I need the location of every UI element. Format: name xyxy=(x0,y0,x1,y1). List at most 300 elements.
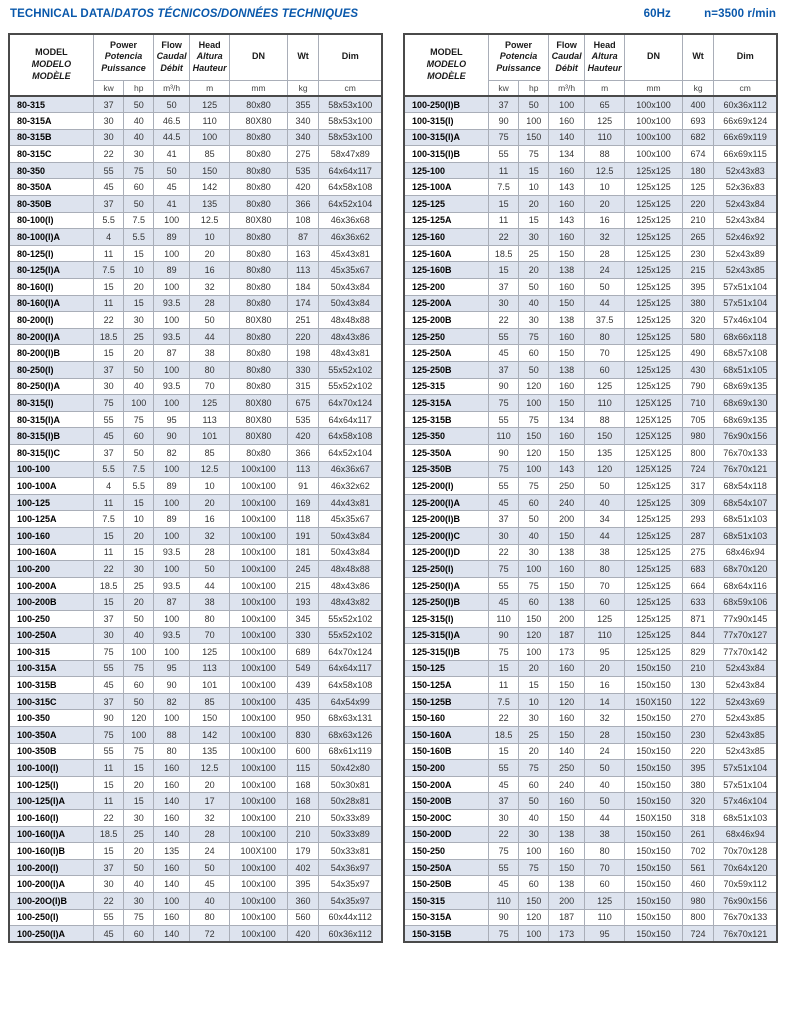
value-cell: 93.5 xyxy=(154,378,190,395)
table-row xyxy=(404,113,777,130)
value-cell: 150 xyxy=(519,610,549,627)
value-cell: 220 xyxy=(682,196,714,213)
table-row xyxy=(9,146,382,163)
value-cell: 143 xyxy=(549,212,585,229)
value-cell: 93.5 xyxy=(154,328,190,345)
value-cell: 125x125 xyxy=(625,478,682,495)
col-header-head: Head Altura Hauteur xyxy=(585,34,625,80)
table-row xyxy=(404,444,777,461)
value-cell: 135 xyxy=(190,743,230,760)
table-row xyxy=(9,544,382,561)
value-cell: 20 xyxy=(519,660,549,677)
unit-dn: mm xyxy=(230,80,287,96)
value-cell: 829 xyxy=(682,644,714,661)
value-cell: 16 xyxy=(585,677,625,694)
value-cell: 76x70x121 xyxy=(714,926,777,943)
value-cell: 60 xyxy=(124,677,154,694)
value-cell: 40 xyxy=(585,494,625,511)
value-cell: 100x100 xyxy=(230,710,287,727)
value-cell: 150 xyxy=(549,859,585,876)
model-cell: 100-315(I)A xyxy=(404,129,488,146)
table-row xyxy=(9,743,382,760)
value-cell: 64x58x108 xyxy=(319,428,382,445)
value-cell: 54x35x97 xyxy=(319,893,382,910)
value-cell: 45 xyxy=(190,876,230,893)
value-cell: 100 xyxy=(519,113,549,130)
value-cell: 150 xyxy=(549,245,585,262)
value-cell: 430 xyxy=(682,362,714,379)
model-cell: 125-350A xyxy=(404,444,488,461)
value-cell: 57x46x104 xyxy=(714,312,777,329)
value-cell: 100 xyxy=(124,727,154,744)
value-cell: 22 xyxy=(93,810,124,827)
value-cell: 20 xyxy=(519,743,549,760)
value-cell: 37 xyxy=(488,511,519,528)
value-cell: 24 xyxy=(585,743,625,760)
value-cell: 150x150 xyxy=(625,660,682,677)
table-row xyxy=(9,295,382,312)
left-data-table xyxy=(8,33,383,943)
value-cell: 68x70x120 xyxy=(714,561,777,578)
model-cell: 150-200C xyxy=(404,810,488,827)
value-cell: 75 xyxy=(519,478,549,495)
value-cell: 220 xyxy=(287,328,319,345)
table-row xyxy=(9,793,382,810)
value-cell: 15 xyxy=(488,743,519,760)
model-cell: 150-160A xyxy=(404,727,488,744)
value-cell: 160 xyxy=(549,162,585,179)
value-cell: 75 xyxy=(488,926,519,943)
value-cell: 420 xyxy=(287,179,319,196)
value-cell: 110 xyxy=(585,129,625,146)
value-cell: 57x51x104 xyxy=(714,279,777,296)
value-cell: 100x100 xyxy=(230,760,287,777)
value-cell: 64x58x108 xyxy=(319,677,382,694)
value-cell: 68x63x126 xyxy=(319,727,382,744)
table-row xyxy=(404,411,777,428)
value-cell: 40 xyxy=(124,129,154,146)
value-cell: 20 xyxy=(585,196,625,213)
value-cell: 120 xyxy=(519,909,549,926)
model-cell: 125-125 xyxy=(404,196,488,213)
value-cell: 10 xyxy=(519,179,549,196)
value-cell: 75 xyxy=(519,411,549,428)
value-cell: 85 xyxy=(190,444,230,461)
value-cell: 682 xyxy=(682,129,714,146)
value-cell: 90 xyxy=(488,627,519,644)
value-cell: 100x100 xyxy=(625,129,682,146)
value-cell: 138 xyxy=(549,876,585,893)
value-cell: 38 xyxy=(585,826,625,843)
value-cell: 52x43x69 xyxy=(714,693,777,710)
value-cell: 44 xyxy=(190,328,230,345)
value-cell: 173 xyxy=(549,644,585,661)
value-cell: 160 xyxy=(549,196,585,213)
value-cell: 68x51x103 xyxy=(714,527,777,544)
table-row xyxy=(9,644,382,661)
value-cell: 80x80 xyxy=(230,444,287,461)
unit-dim: cm xyxy=(319,80,382,96)
value-cell: 125 xyxy=(585,893,625,910)
value-cell: 100 xyxy=(154,362,190,379)
model-cell: 80-350B xyxy=(9,196,93,213)
value-cell: 261 xyxy=(682,826,714,843)
value-cell: 150 xyxy=(190,710,230,727)
value-cell: 724 xyxy=(682,461,714,478)
value-cell: 7.5 xyxy=(488,693,519,710)
value-cell: 80X80 xyxy=(230,428,287,445)
value-cell: 91 xyxy=(287,478,319,495)
table-row xyxy=(404,710,777,727)
value-cell: 93.5 xyxy=(154,627,190,644)
value-cell: 100x100 xyxy=(230,660,287,677)
value-cell: 15 xyxy=(93,843,124,860)
table-row xyxy=(404,196,777,213)
model-cell: 100-200(I)A xyxy=(9,876,93,893)
value-cell: 50 xyxy=(585,760,625,777)
col-header-dim: Dim xyxy=(714,34,777,80)
value-cell: 130 xyxy=(682,677,714,694)
value-cell: 100x100 xyxy=(230,478,287,495)
value-cell: 120 xyxy=(585,461,625,478)
frequency-label: 60Hz xyxy=(643,8,671,20)
value-cell: 68x46x94 xyxy=(714,544,777,561)
value-cell: 40 xyxy=(124,876,154,893)
unit-flow: m³/h xyxy=(154,80,190,96)
value-cell: 230 xyxy=(682,727,714,744)
value-cell: 44 xyxy=(585,527,625,544)
value-cell: 50 xyxy=(154,96,190,113)
value-cell: 50x33x89 xyxy=(319,826,382,843)
table-row xyxy=(404,909,777,926)
value-cell: 48x43x86 xyxy=(319,328,382,345)
table-row xyxy=(9,561,382,578)
value-cell: 18.5 xyxy=(93,826,124,843)
value-cell: 88 xyxy=(585,146,625,163)
value-cell: 40 xyxy=(519,810,549,827)
model-cell: 150-250B xyxy=(404,876,488,893)
value-cell: 68x69x130 xyxy=(714,395,777,412)
value-cell: 50 xyxy=(585,279,625,296)
value-cell: 90 xyxy=(93,710,124,727)
value-cell: 830 xyxy=(287,727,319,744)
value-cell: 48x48x88 xyxy=(319,561,382,578)
unit-flow: m³/h xyxy=(549,80,585,96)
value-cell: 110 xyxy=(488,428,519,445)
table-row xyxy=(9,411,382,428)
model-cell: 125-250 xyxy=(404,328,488,345)
value-cell: 100x100 xyxy=(230,876,287,893)
value-cell: 50 xyxy=(519,793,549,810)
value-cell: 50 xyxy=(154,162,190,179)
table-row xyxy=(9,444,382,461)
value-cell: 45x43x81 xyxy=(319,245,382,262)
value-cell: 55 xyxy=(488,146,519,163)
value-cell: 5.5 xyxy=(93,212,124,229)
value-cell: 37.5 xyxy=(585,312,625,329)
value-cell: 15 xyxy=(124,295,154,312)
value-cell: 76x70x133 xyxy=(714,444,777,461)
table-row xyxy=(404,96,777,113)
model-cell: 100-125A xyxy=(9,511,93,528)
value-cell: 28 xyxy=(190,826,230,843)
value-cell: 37 xyxy=(93,96,124,113)
table-row xyxy=(9,511,382,528)
value-cell: 110 xyxy=(585,395,625,412)
model-cell: 100-350 xyxy=(9,710,93,727)
value-cell: 60 xyxy=(124,428,154,445)
model-cell: 80-200(I)B xyxy=(9,345,93,362)
value-cell: 15 xyxy=(519,212,549,229)
value-cell: 75 xyxy=(93,395,124,412)
model-cell: 150-200A xyxy=(404,776,488,793)
value-cell: 160 xyxy=(549,793,585,810)
model-cell: 100-160 xyxy=(9,527,93,544)
model-cell: 100-350A xyxy=(9,727,93,744)
model-cell: 125-350 xyxy=(404,428,488,445)
table-row xyxy=(404,544,777,561)
value-cell: 138 xyxy=(549,826,585,843)
value-cell: 125x125 xyxy=(625,561,682,578)
value-cell: 44x43x81 xyxy=(319,494,382,511)
value-cell: 100x100 xyxy=(230,859,287,876)
value-cell: 90 xyxy=(488,113,519,130)
value-cell: 118 xyxy=(287,511,319,528)
value-cell: 309 xyxy=(682,494,714,511)
value-cell: 125X125 xyxy=(625,428,682,445)
value-cell: 702 xyxy=(682,843,714,860)
value-cell: 70 xyxy=(585,577,625,594)
value-cell: 70 xyxy=(585,345,625,362)
model-cell: 100-125(I)A xyxy=(9,793,93,810)
value-cell: 75 xyxy=(124,909,154,926)
table-row xyxy=(404,660,777,677)
model-cell: 100-315B xyxy=(9,677,93,694)
col-header-dn: DN xyxy=(625,34,682,80)
value-cell: 50 xyxy=(585,793,625,810)
value-cell: 535 xyxy=(287,162,319,179)
value-cell: 50 xyxy=(124,444,154,461)
value-cell: 90 xyxy=(154,428,190,445)
table-row xyxy=(404,345,777,362)
value-cell: 50 xyxy=(124,362,154,379)
value-cell: 80x80 xyxy=(230,129,287,146)
value-cell: 58x47x89 xyxy=(319,146,382,163)
value-cell: 75 xyxy=(124,162,154,179)
value-cell: 100x100 xyxy=(230,826,287,843)
value-cell: 30 xyxy=(124,561,154,578)
value-cell: 110 xyxy=(585,627,625,644)
unit-wt: kg xyxy=(682,80,714,96)
value-cell: 30 xyxy=(93,876,124,893)
table-row xyxy=(9,826,382,843)
value-cell: 150x150 xyxy=(625,843,682,860)
value-cell: 402 xyxy=(287,859,319,876)
value-cell: 89 xyxy=(154,511,190,528)
value-cell: 22 xyxy=(488,826,519,843)
value-cell: 125x125 xyxy=(625,378,682,395)
table-row xyxy=(404,146,777,163)
value-cell: 11 xyxy=(93,760,124,777)
model-cell: 80-350 xyxy=(9,162,93,179)
value-cell: 150 xyxy=(549,810,585,827)
value-cell: 40 xyxy=(519,295,549,312)
value-cell: 37 xyxy=(93,196,124,213)
col-header-flow: Flow Caudal Débit xyxy=(154,34,190,80)
value-cell: 50x43x84 xyxy=(319,279,382,296)
value-cell: 200 xyxy=(549,511,585,528)
value-cell: 52x46x92 xyxy=(714,229,777,246)
value-cell: 11 xyxy=(488,162,519,179)
value-cell: 95 xyxy=(585,926,625,943)
value-cell: 150x150 xyxy=(625,826,682,843)
value-cell: 46x36x62 xyxy=(319,229,382,246)
value-cell: 395 xyxy=(287,876,319,893)
value-cell: 10 xyxy=(519,693,549,710)
value-cell: 160 xyxy=(154,909,190,926)
table-row xyxy=(9,727,382,744)
value-cell: 150 xyxy=(549,527,585,544)
model-cell: 125-250(I)B xyxy=(404,594,488,611)
value-cell: 45 xyxy=(488,494,519,511)
value-cell: 160 xyxy=(549,843,585,860)
value-cell: 48x43x81 xyxy=(319,345,382,362)
value-cell: 240 xyxy=(549,776,585,793)
value-cell: 160 xyxy=(549,710,585,727)
value-cell: 50 xyxy=(124,859,154,876)
value-cell: 50x43x84 xyxy=(319,527,382,544)
value-cell: 160 xyxy=(549,279,585,296)
value-cell: 22 xyxy=(93,561,124,578)
value-cell: 871 xyxy=(682,610,714,627)
value-cell: 55 xyxy=(93,909,124,926)
value-cell: 30 xyxy=(488,295,519,312)
unit-dn: mm xyxy=(625,80,682,96)
value-cell: 46x36x68 xyxy=(319,212,382,229)
value-cell: 150x150 xyxy=(625,893,682,910)
value-cell: 60 xyxy=(519,876,549,893)
value-cell: 100 xyxy=(154,245,190,262)
value-cell: 125x125 xyxy=(625,179,682,196)
value-cell: 55 xyxy=(93,411,124,428)
model-cell: 150-250A xyxy=(404,859,488,876)
value-cell: 10 xyxy=(190,229,230,246)
value-cell: 100 xyxy=(519,843,549,860)
table-row xyxy=(404,677,777,694)
value-cell: 184 xyxy=(287,279,319,296)
value-cell: 15 xyxy=(124,245,154,262)
model-cell: 150-250 xyxy=(404,843,488,860)
table-row xyxy=(9,395,382,412)
value-cell: 150X150 xyxy=(625,810,682,827)
value-cell: 100x100 xyxy=(230,594,287,611)
model-cell: 100-200 xyxy=(9,561,93,578)
value-cell: 150 xyxy=(549,727,585,744)
value-cell: 64x64x117 xyxy=(319,411,382,428)
value-cell: 50 xyxy=(124,196,154,213)
value-cell: 100x100 xyxy=(230,793,287,810)
value-cell: 70x59x112 xyxy=(714,876,777,893)
value-cell: 160 xyxy=(549,328,585,345)
value-cell: 287 xyxy=(682,527,714,544)
value-cell: 380 xyxy=(682,776,714,793)
value-cell: 30 xyxy=(519,544,549,561)
value-cell: 330 xyxy=(287,627,319,644)
table-row xyxy=(404,378,777,395)
value-cell: 160 xyxy=(549,428,585,445)
value-cell: 15 xyxy=(488,196,519,213)
model-cell: 125-125A xyxy=(404,212,488,229)
value-cell: 100 xyxy=(154,644,190,661)
value-cell: 134 xyxy=(549,411,585,428)
table-row xyxy=(9,378,382,395)
value-cell: 25 xyxy=(124,826,154,843)
value-cell: 100x100 xyxy=(230,561,287,578)
value-cell: 125x125 xyxy=(625,627,682,644)
value-cell: 198 xyxy=(287,345,319,362)
value-cell: 52x43x84 xyxy=(714,212,777,229)
value-cell: 150 xyxy=(519,893,549,910)
value-cell: 75 xyxy=(519,760,549,777)
value-cell: 125 xyxy=(585,610,625,627)
right-data-table xyxy=(403,33,778,943)
value-cell: 68x63x131 xyxy=(319,710,382,727)
table-row xyxy=(404,295,777,312)
value-cell: 160 xyxy=(549,113,585,130)
value-cell: 52x43x85 xyxy=(714,262,777,279)
value-cell: 52x43x89 xyxy=(714,245,777,262)
model-cell: 80-125(I)A xyxy=(9,262,93,279)
value-cell: 100 xyxy=(154,312,190,329)
table-row xyxy=(404,262,777,279)
value-cell: 100x100 xyxy=(230,461,287,478)
table-row xyxy=(9,113,382,130)
value-cell: 10 xyxy=(585,179,625,196)
value-cell: 87 xyxy=(154,594,190,611)
value-cell: 439 xyxy=(287,677,319,694)
col-header-model: MODEL MODELO MODÈLE xyxy=(9,34,93,96)
value-cell: 100 xyxy=(154,893,190,910)
value-cell: 41 xyxy=(154,196,190,213)
value-cell: 68x59x106 xyxy=(714,594,777,611)
value-cell: 173 xyxy=(549,926,585,943)
value-cell: 66x69x115 xyxy=(714,146,777,163)
value-cell: 55 xyxy=(488,577,519,594)
value-cell: 113 xyxy=(287,262,319,279)
model-cell: 150-200B xyxy=(404,793,488,810)
value-cell: 150 xyxy=(549,295,585,312)
value-cell: 160 xyxy=(154,859,190,876)
value-cell: 7.5 xyxy=(124,212,154,229)
model-cell: 125-200(I)D xyxy=(404,544,488,561)
value-cell: 11 xyxy=(93,494,124,511)
value-cell: 150 xyxy=(549,577,585,594)
model-cell: 125-250(I)A xyxy=(404,577,488,594)
value-cell: 150x150 xyxy=(625,710,682,727)
value-cell: 355 xyxy=(287,96,319,113)
model-cell: 125-200A xyxy=(404,295,488,312)
value-cell: 140 xyxy=(549,743,585,760)
value-cell: 32 xyxy=(585,229,625,246)
value-cell: 125x125 xyxy=(625,362,682,379)
value-cell: 30 xyxy=(93,627,124,644)
value-cell: 140 xyxy=(549,129,585,146)
value-cell: 7.5 xyxy=(93,262,124,279)
model-cell: 125-100 xyxy=(404,162,488,179)
value-cell: 68x57x108 xyxy=(714,345,777,362)
value-cell: 80x80 xyxy=(230,96,287,113)
value-cell: 683 xyxy=(682,561,714,578)
